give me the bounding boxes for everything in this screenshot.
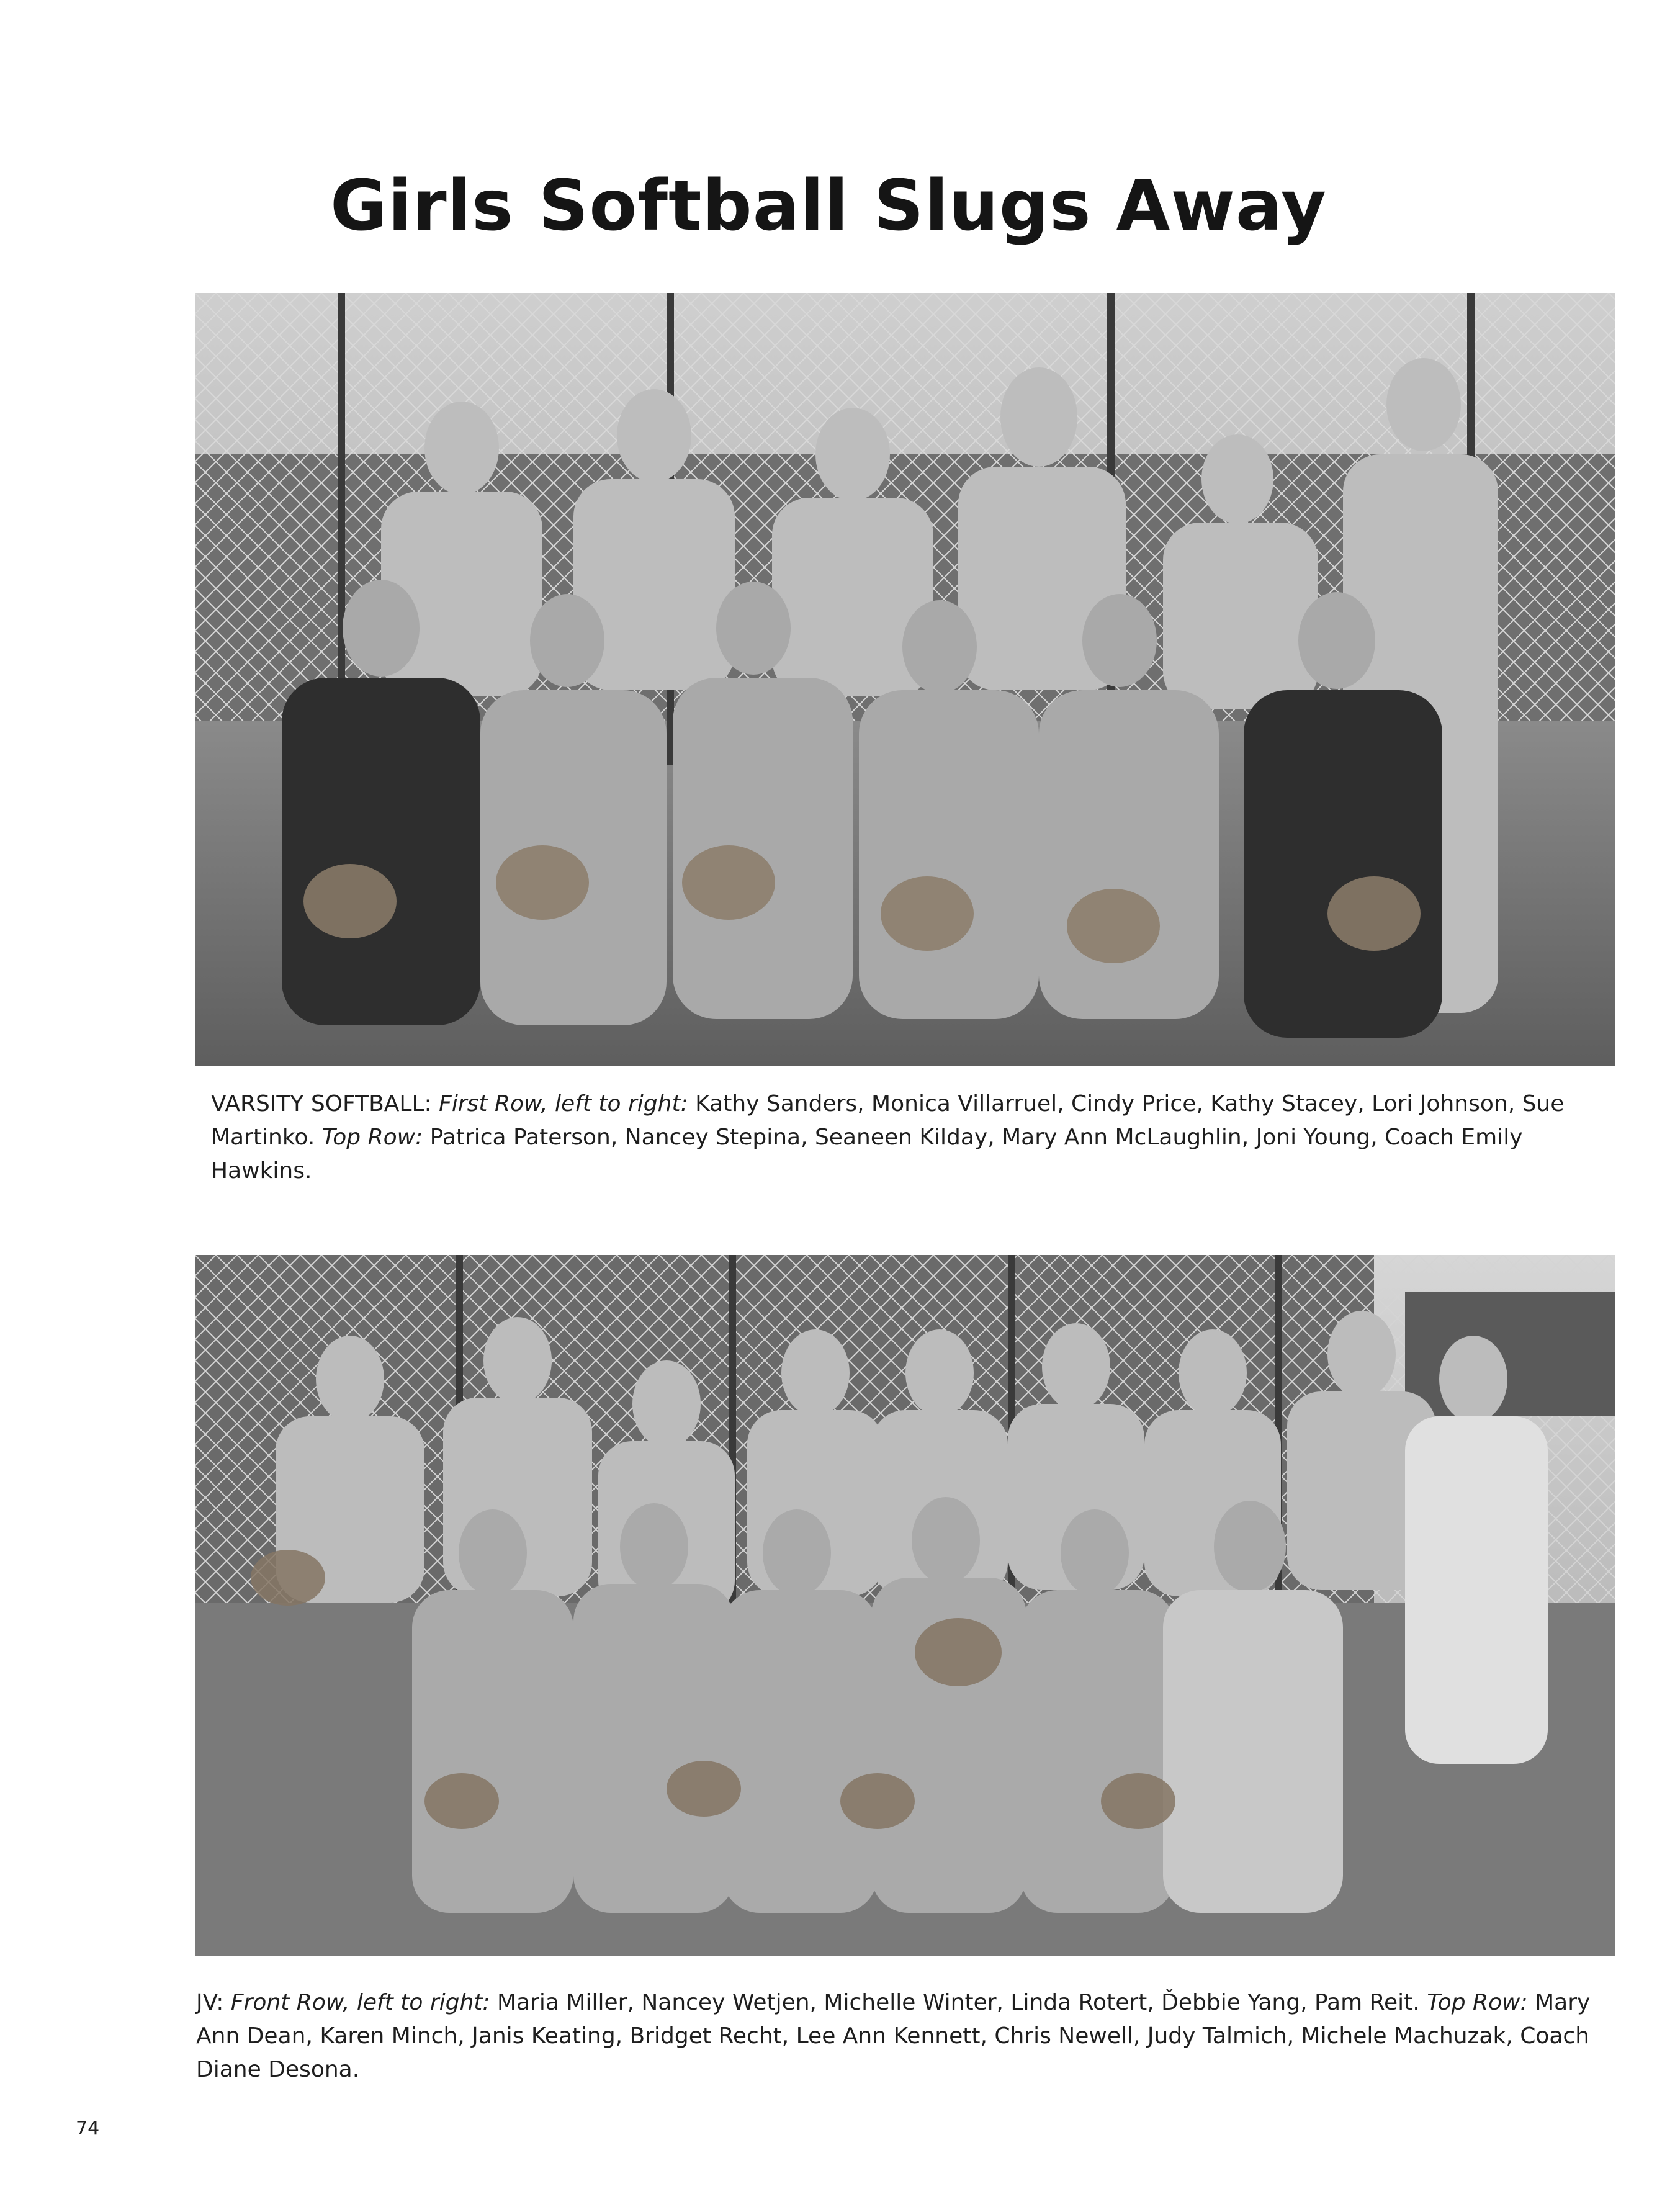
jv-team-label: JV: [196,1990,224,2015]
jv-front-row-names: Maria Miller, Nancey Wetjen, Michelle Winter, Linda Rotert, Ďebbie Yang, Pam Reit. [497,1990,1420,2015]
jv-top-row-names: Mary Ann Dean, Karen Minch, Janis Keating, Bridget Recht, Lee Ann Kennett, Chris Newell, Judy Talmich, Michele Machuzak, Coach Diane Desona. [196,1990,1591,2082]
jv-front-row-label: Front Row, left to right: [230,1990,490,2015]
varsity-team-photo [195,293,1615,1066]
jv-top-row-label: Top Row: [1427,1990,1528,2015]
varsity-team-label: VARSITY SOFTBALL: [211,1091,432,1117]
varsity-top-row-names: Patrica Paterson, Nancey Stepina, Seaneen Kilday, Mary Ann McLaughlin, Joni Young, Coach Emily Hawkins. [211,1125,1523,1184]
page-number: 74 [76,2118,100,2139]
varsity-first-row-names: Kathy Sanders, Monica Villarruel, Cindy Price, Kathy Stacey, Lori Johnson, Sue Martinko. [211,1091,1565,1150]
jv-photo-graphic [195,1255,1615,1956]
varsity-photo-graphic [195,293,1615,1066]
varsity-first-row-label: First Row, left to right: [439,1091,688,1117]
jv-team-photo [195,1255,1615,1956]
varsity-top-row-label: Top Row: [321,1125,423,1150]
varsity-caption [211,1087,1607,1188]
jv-caption [196,1986,1623,2087]
page-headline: Girls Softball Slugs Away [330,166,1327,246]
